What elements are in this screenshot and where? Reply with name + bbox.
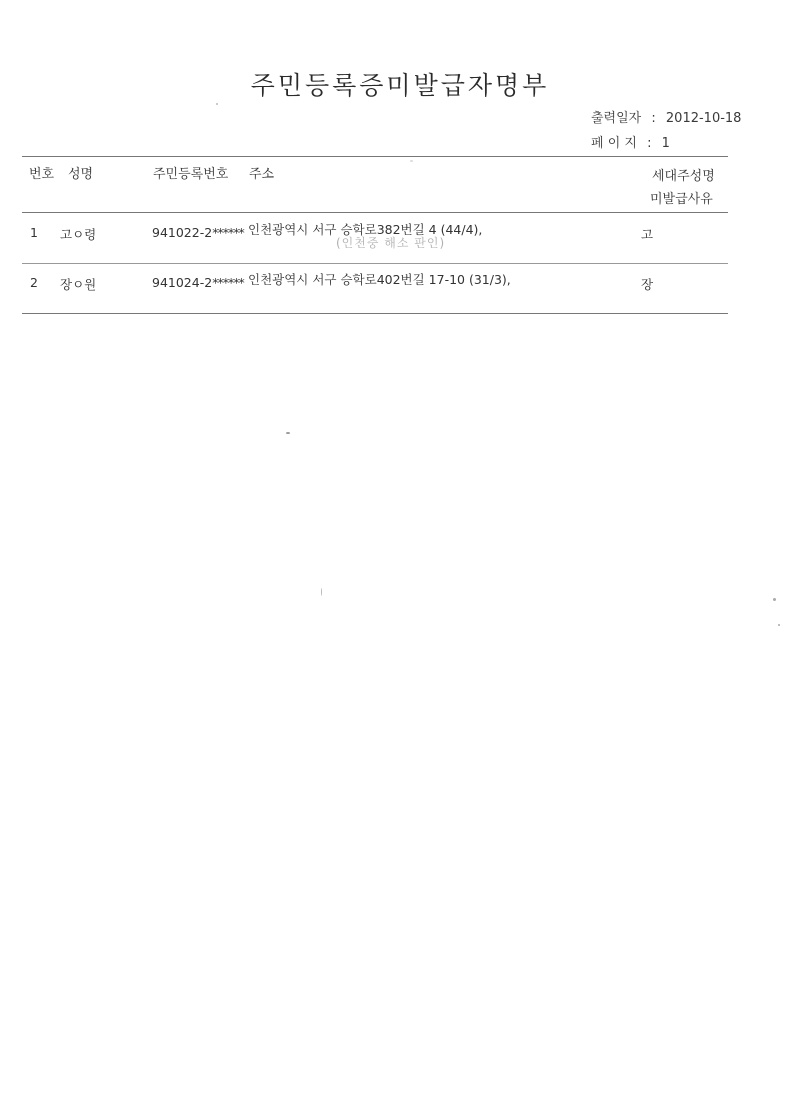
scan-speck [410, 160, 413, 162]
header-address: 주소 [249, 167, 275, 182]
row-address: 인천광역시 서구 승학로382번길 4 (44/4), [248, 222, 483, 237]
scan-speck [773, 598, 776, 601]
page-number: 1 [661, 136, 670, 151]
row-address: 인천광역시 서구 승학로402번길 17-10 (31/3), [248, 272, 511, 287]
row-no: 2 [30, 275, 38, 290]
row-no: 1 [30, 225, 38, 240]
rrn-mask: ****** [212, 225, 244, 240]
row-name: 고ㅇ령 [60, 227, 97, 242]
scan-speck [778, 624, 780, 626]
row-name: 장ㅇ원 [60, 277, 97, 292]
row-householder: 장 [641, 277, 654, 292]
page-number-row: 페 이 지 : 1 [591, 136, 670, 151]
print-date-value: 2012-10-18 [665, 111, 742, 126]
header-top-rule [22, 156, 728, 157]
header-no: 번호 [29, 167, 55, 182]
row-rrn [152, 275, 244, 290]
scan-speck [216, 103, 218, 105]
scan-speck [321, 588, 322, 596]
table-bottom-rule [22, 313, 728, 314]
header-name: 성명 [68, 167, 94, 182]
rrn-prefix: 941022-2 [152, 225, 213, 240]
row-rrn [152, 225, 244, 240]
header-reason: 미발급사유 [650, 192, 713, 207]
scan-speck [286, 432, 290, 434]
row-householder: 고 [641, 227, 654, 242]
print-date-row: 출력일자 : 2012-10-18 [591, 111, 742, 126]
page-title: 주민등록증미발급자명부 [250, 71, 550, 100]
row-divider [22, 263, 728, 264]
rrn-prefix: 941024-2 [152, 275, 213, 290]
header-rrn: 주민등록번호 [153, 167, 229, 182]
print-date-label: 출력일자 [591, 111, 642, 126]
page-label: 페 이 지 [591, 136, 637, 151]
rrn-mask: ****** [212, 275, 244, 290]
faded-overprint: (인천중 해소 판인) [336, 236, 446, 250]
header-householder: 세대주성명 [652, 169, 715, 184]
header-bottom-rule [22, 212, 728, 213]
